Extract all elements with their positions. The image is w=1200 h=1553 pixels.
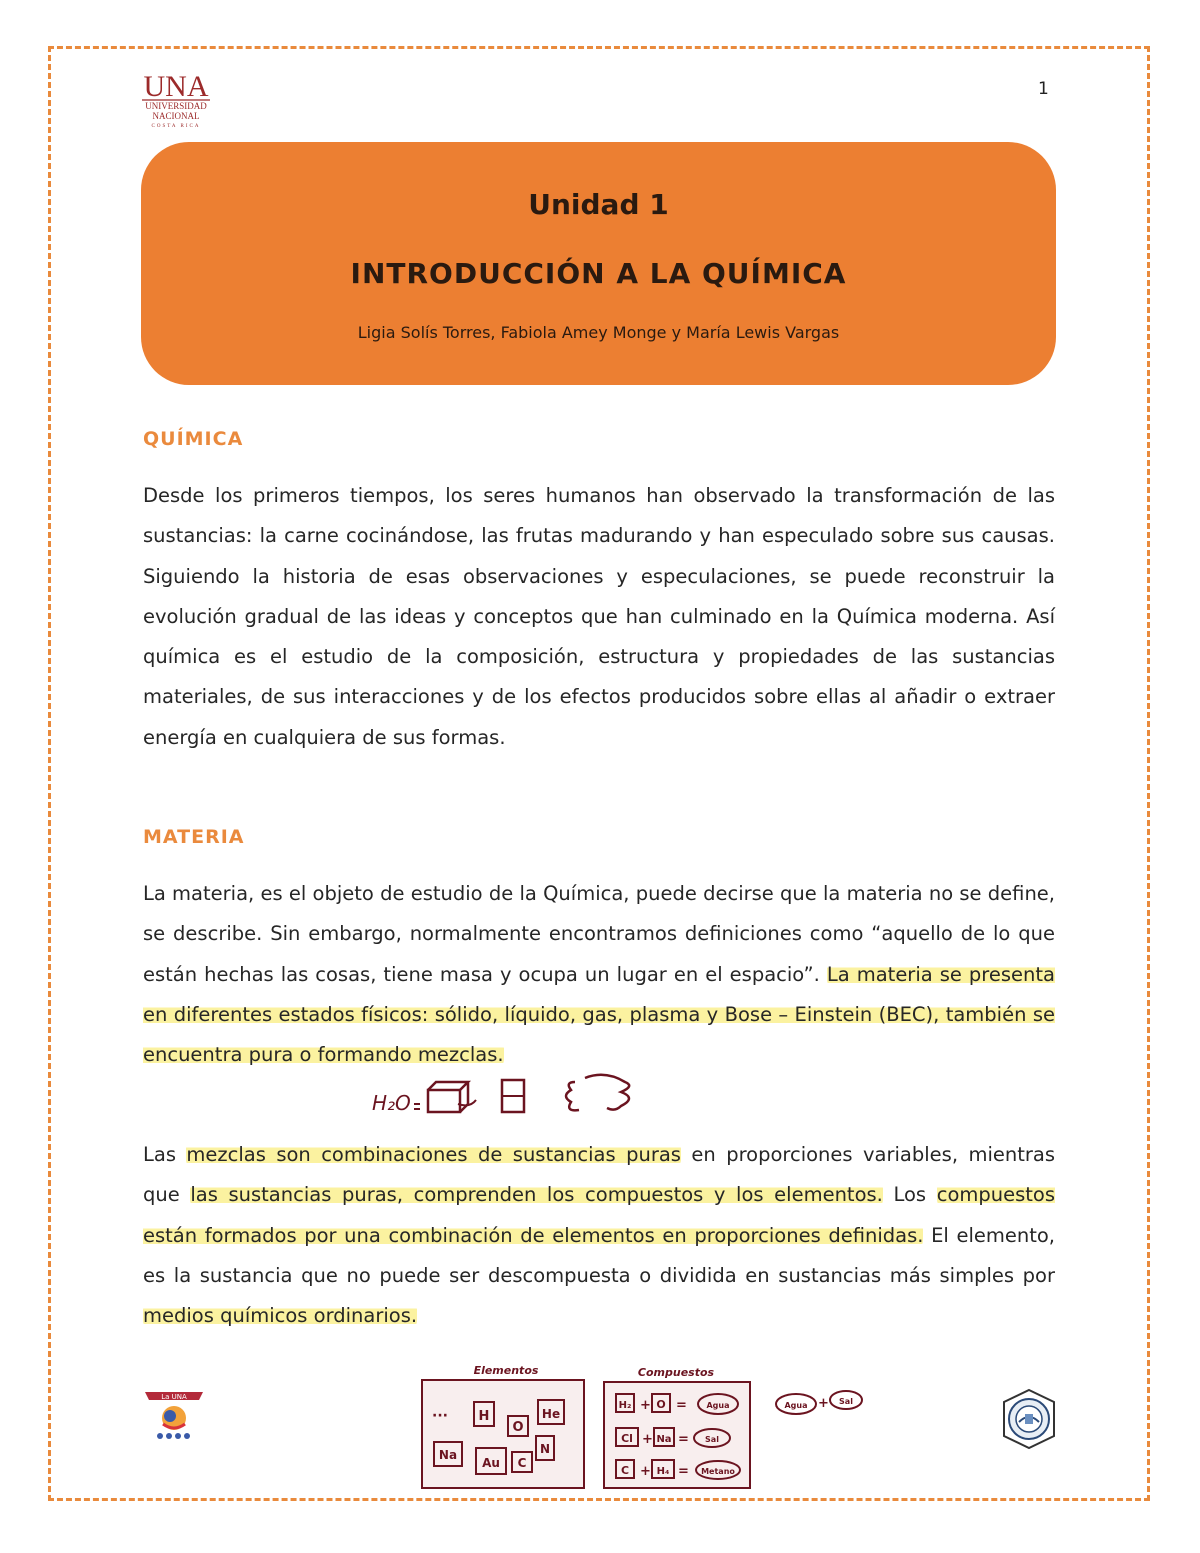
highlighted-text: compuestos están formados por una combinación de elementos en proporciones definidas.	[143, 1183, 1055, 1247]
page-number: 1	[1038, 79, 1049, 99]
svg-text:=: =	[678, 1432, 689, 1447]
svg-text:Metano: Metano	[701, 1467, 735, 1476]
svg-text:O: O	[656, 1398, 666, 1411]
unit-title: Unidad 1	[528, 188, 669, 221]
text-segment: en proporciones variables, mientras que	[143, 1143, 1055, 1207]
institution-seal-logo	[1000, 1388, 1058, 1450]
svg-text:=: =	[678, 1464, 689, 1479]
heading-quimica: QUÍMICA	[143, 428, 244, 450]
paragraph-materia-1	[143, 874, 1055, 1075]
svg-text:+: +	[640, 1464, 651, 1479]
svg-text:Elementos: Elementos	[473, 1364, 539, 1377]
elementos-box	[422, 1364, 584, 1488]
paragraph-quimica: Desde los primeros tiempos, los seres humanos han observado la transformación de las sustancias: la carne cocinándose, las frutas madurando y han especulado sobre sus causas. Siguiendo la historia de esas observaciones y especulaciones, se puede reconstruir la evolución gradual de las ideas y conceptos que han culminado en la Química moderna. Así química es el estudio de la composición, estructura y propiedades de las sustancias materiales, de sus interacciones y de los efectos producidos sobre ellas al añadir o extraer energía en cualquiera de sus formas.	[143, 484, 1055, 749]
svg-text:Au: Au	[482, 1456, 500, 1470]
svg-text:Na: Na	[656, 1434, 672, 1445]
text-segment: La materia, es el objeto de estudio de la Química, puede decirse que la materia no se define, se describe. Sin embargo, normalmente encontramos definiciones como “aquello de lo que están hechas las cosas, tiene masa y ocupa un lugar en el espacio”.	[143, 882, 1055, 986]
svg-text:UNIVERSIDAD: UNIVERSIDAD	[145, 101, 207, 111]
svg-text:H₂O: H₂O	[372, 1091, 411, 1115]
svg-text:+: +	[642, 1432, 653, 1447]
svg-text:C: C	[620, 1464, 630, 1477]
svg-text:Na: Na	[438, 1448, 458, 1462]
svg-text:···: ···	[432, 1408, 448, 1424]
chapter-title: INTRODUCCIÓN A LA QUÍMICA	[350, 257, 847, 290]
svg-text:H₄: H₄	[656, 1466, 670, 1477]
svg-text:Cl: Cl	[621, 1432, 633, 1445]
highlighted-text: mezclas son combinaciones de sustancias puras	[186, 1143, 681, 1166]
mezcla-sketch	[776, 1391, 862, 1414]
svg-text:H: H	[478, 1409, 490, 1424]
svg-text:H₂: H₂	[618, 1400, 632, 1411]
handwritten-sketch	[370, 1072, 650, 1122]
svg-text:=: =	[676, 1398, 687, 1413]
svg-text:C: C	[517, 1456, 527, 1470]
svg-text:NACIONAL: NACIONAL	[152, 111, 200, 121]
highlighted-text: La materia se presenta en diferentes estados físicos: sólido, líquido, gas, plasma y Bose – Einstein (BEC), también se encuentra pura o formando mezclas.	[143, 962, 1055, 1067]
svg-text:He: He	[541, 1407, 561, 1421]
text-segment: El elemento, es la sustancia que no puede ser descompuesta o dividida en sustancias más simples por	[143, 1223, 1055, 1287]
paragraph-materia-2	[143, 1135, 1055, 1336]
svg-text:Sal: Sal	[839, 1397, 853, 1406]
text-segment: Los	[893, 1183, 927, 1207]
svg-text:La UNA: La UNA	[161, 1393, 187, 1401]
svg-text:Agua: Agua	[784, 1401, 808, 1410]
authors: Ligia Solís Torres, Fabiola Amey Monge y María Lewis Vargas	[357, 323, 840, 342]
svg-text:+: +	[818, 1396, 829, 1411]
la-una-logo	[143, 1390, 205, 1442]
text-segment: Las	[143, 1143, 176, 1166]
heading-materia: MATERIA	[143, 826, 245, 848]
compuestos-box	[604, 1366, 750, 1488]
svg-text:N: N	[539, 1442, 551, 1456]
una-logo	[138, 72, 214, 130]
svg-text:COSTA RICA: COSTA RICA	[151, 124, 201, 129]
elements-compounds-sketch	[420, 1362, 870, 1492]
svg-text:O: O	[512, 1420, 524, 1435]
highlighted-text: las sustancias puras, comprenden los compuestos y los elementos.	[190, 1183, 883, 1207]
svg-text:UNA: UNA	[143, 72, 209, 103]
svg-text:+: +	[640, 1398, 651, 1413]
svg-text:Compuestos: Compuestos	[637, 1366, 715, 1379]
highlighted-text: medios químicos ordinarios.	[143, 1304, 418, 1328]
svg-text:Sal: Sal	[705, 1435, 719, 1444]
title-banner	[141, 142, 1056, 385]
svg-text:Agua: Agua	[706, 1401, 730, 1410]
